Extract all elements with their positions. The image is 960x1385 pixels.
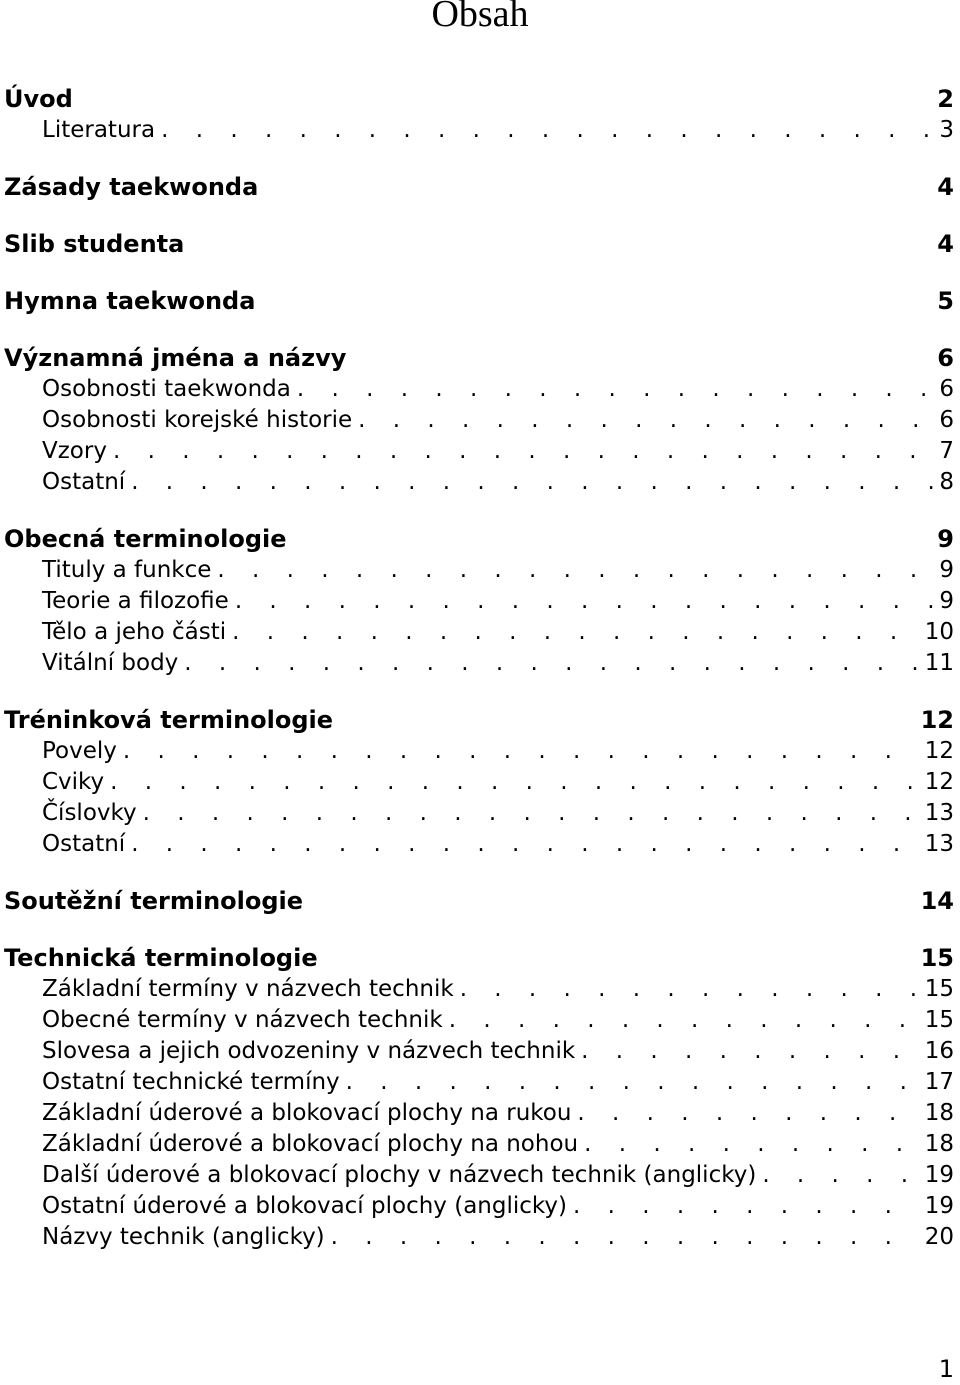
- section-title: Základní termíny v názvech technik: [42, 976, 454, 1002]
- chapter-title: Významná jména a názvy: [4, 344, 347, 372]
- section-title: Ostatní technické termíny: [42, 1069, 340, 1095]
- toc-section-entry[interactable]: [0, 115, 960, 146]
- section-page-number: 3: [939, 117, 954, 143]
- section-page-number: 19: [924, 1162, 954, 1188]
- dot-leader: [346, 1067, 919, 1098]
- section-page-number: 13: [924, 800, 954, 826]
- section-title: Ostatní: [42, 469, 126, 495]
- toc-chapter-entry[interactable]: [0, 229, 960, 260]
- chapter-page-number: 12: [920, 706, 954, 734]
- toc-section-entry[interactable]: [0, 798, 960, 829]
- toc-section-entry[interactable]: [0, 1005, 960, 1036]
- section-title: Základní úderové a blokovací plochy na nohou: [42, 1131, 579, 1157]
- section-title: Obecné termíny v názvech technik: [42, 1007, 443, 1033]
- section-title: Povely: [42, 738, 117, 764]
- toc-section-entry[interactable]: [0, 767, 960, 798]
- chapter-page-number: 9: [937, 525, 954, 553]
- section-title: Číslovky: [42, 800, 137, 826]
- section-title: Literatura: [42, 117, 156, 143]
- toc-section-entry[interactable]: [0, 648, 960, 679]
- dot-leader: [573, 1191, 919, 1222]
- toc-chapter-entry[interactable]: [0, 84, 960, 115]
- dot-leader: [113, 436, 933, 467]
- dot-leader: [217, 555, 933, 586]
- chapter-page-number: 4: [937, 230, 954, 258]
- dot-leader: [358, 405, 933, 436]
- toc-section-entry[interactable]: [0, 374, 960, 405]
- section-page-number: 12: [924, 738, 954, 764]
- toc-section-entry[interactable]: [0, 1160, 960, 1191]
- toc-section-entry[interactable]: [0, 586, 960, 617]
- section-page-number: 12: [924, 769, 954, 795]
- dot-leader: [297, 374, 934, 405]
- toc-section-entry[interactable]: [0, 555, 960, 586]
- toc-chapter-entry[interactable]: [0, 286, 960, 317]
- chapter-title: Hymna taekwonda: [4, 287, 256, 315]
- chapter-page-number: 14: [920, 887, 954, 915]
- section-title: Vitální body: [42, 650, 179, 676]
- dot-leader: [110, 767, 919, 798]
- chapter-title: Obecná terminologie: [4, 525, 287, 553]
- toc-chapter-entry[interactable]: [0, 343, 960, 374]
- section-title: Tituly a funkce: [42, 557, 212, 583]
- chapter-title: Technická terminologie: [4, 944, 318, 972]
- dot-leader: [123, 736, 919, 767]
- chapter-page-number: 2: [937, 85, 954, 113]
- toc-section-entry[interactable]: [0, 1191, 960, 1222]
- section-page-number: 18: [924, 1100, 954, 1126]
- toc-section-entry[interactable]: [0, 467, 960, 498]
- toc-section-entry[interactable]: [0, 1098, 960, 1129]
- chapter-page-number: 4: [937, 173, 954, 201]
- toc-section-entry[interactable]: [0, 974, 960, 1005]
- section-page-number: 19: [924, 1193, 954, 1219]
- toc-section-entry[interactable]: [0, 1036, 960, 1067]
- dot-leader: [460, 974, 919, 1005]
- dot-leader: [331, 1222, 919, 1253]
- section-title: Tělo a jeho části: [42, 619, 227, 645]
- dot-leader: [581, 1036, 919, 1067]
- section-title: Další úderové a blokovací plochy v názvech technik (anglicky): [42, 1162, 757, 1188]
- dot-leader: [143, 798, 919, 829]
- section-page-number: 10: [924, 619, 954, 645]
- section-page-number: 15: [924, 976, 954, 1002]
- dot-leader: [449, 1005, 919, 1036]
- chapter-page-number: 5: [937, 287, 954, 315]
- toc-chapter-entry[interactable]: [0, 943, 960, 974]
- dot-leader: [577, 1098, 918, 1129]
- page-number: 1: [938, 1355, 954, 1383]
- section-page-number: 16: [924, 1038, 954, 1064]
- dot-leader: [235, 586, 934, 617]
- table-of-contents: [0, 84, 960, 1253]
- section-title: Vzory: [42, 438, 107, 464]
- toc-section-entry[interactable]: [0, 1222, 960, 1253]
- toc-section-entry[interactable]: [0, 1067, 960, 1098]
- section-title: Slovesa a jejich odvozeniny v názvech technik: [42, 1038, 576, 1064]
- dot-leader: [161, 115, 933, 146]
- section-page-number: 7: [939, 438, 954, 464]
- dot-leader: [232, 617, 919, 648]
- chapter-title: Tréninková terminologie: [4, 706, 334, 734]
- toc-chapter-entry[interactable]: [0, 705, 960, 736]
- toc-chapter-entry[interactable]: [0, 886, 960, 917]
- section-page-number: 6: [939, 376, 954, 402]
- chapter-page-number: 15: [920, 944, 954, 972]
- section-page-number: 17: [924, 1069, 954, 1095]
- chapter-page-number: 6: [937, 344, 954, 372]
- toc-section-entry[interactable]: [0, 436, 960, 467]
- page-title: Obsah: [431, 0, 529, 35]
- section-page-number: 9: [939, 588, 954, 614]
- section-page-number: 20: [924, 1224, 954, 1250]
- dot-leader: [131, 467, 933, 498]
- section-title: Teorie a filozofie: [42, 588, 229, 614]
- section-page-number: 18: [924, 1131, 954, 1157]
- dot-leader: [184, 648, 918, 679]
- section-page-number: 11: [924, 650, 954, 676]
- section-title: Ostatní úderové a blokovací plochy (anglicky): [42, 1193, 567, 1219]
- dot-leader: [762, 1160, 918, 1191]
- dot-leader: [131, 829, 919, 860]
- section-title: Názvy technik (anglicky): [42, 1224, 325, 1250]
- toc-section-entry[interactable]: [0, 736, 960, 767]
- toc-section-entry[interactable]: [0, 1129, 960, 1160]
- chapter-title: Úvod: [4, 85, 73, 113]
- section-page-number: 15: [924, 1007, 954, 1033]
- section-title: Osobnosti taekwonda: [42, 376, 291, 402]
- section-page-number: 8: [939, 469, 954, 495]
- toc-chapter-entry[interactable]: [0, 524, 960, 555]
- toc-section-entry[interactable]: [0, 405, 960, 436]
- toc-chapter-entry[interactable]: [0, 172, 960, 203]
- toc-section-entry[interactable]: [0, 617, 960, 648]
- section-title: Základní úderové a blokovací plochy na rukou: [42, 1100, 572, 1126]
- section-title: Cviky: [42, 769, 105, 795]
- section-page-number: 6: [939, 407, 954, 433]
- dot-leader: [584, 1129, 919, 1160]
- section-page-number: 13: [924, 831, 954, 857]
- toc-section-entry[interactable]: [0, 829, 960, 860]
- section-page-number: 9: [939, 557, 954, 583]
- chapter-title: Slib studenta: [4, 230, 185, 258]
- chapter-title: Zásady taekwonda: [4, 173, 259, 201]
- chapter-title: Soutěžní terminologie: [4, 887, 304, 915]
- section-title: Osobnosti korejské historie: [42, 407, 353, 433]
- section-title: Ostatní: [42, 831, 126, 857]
